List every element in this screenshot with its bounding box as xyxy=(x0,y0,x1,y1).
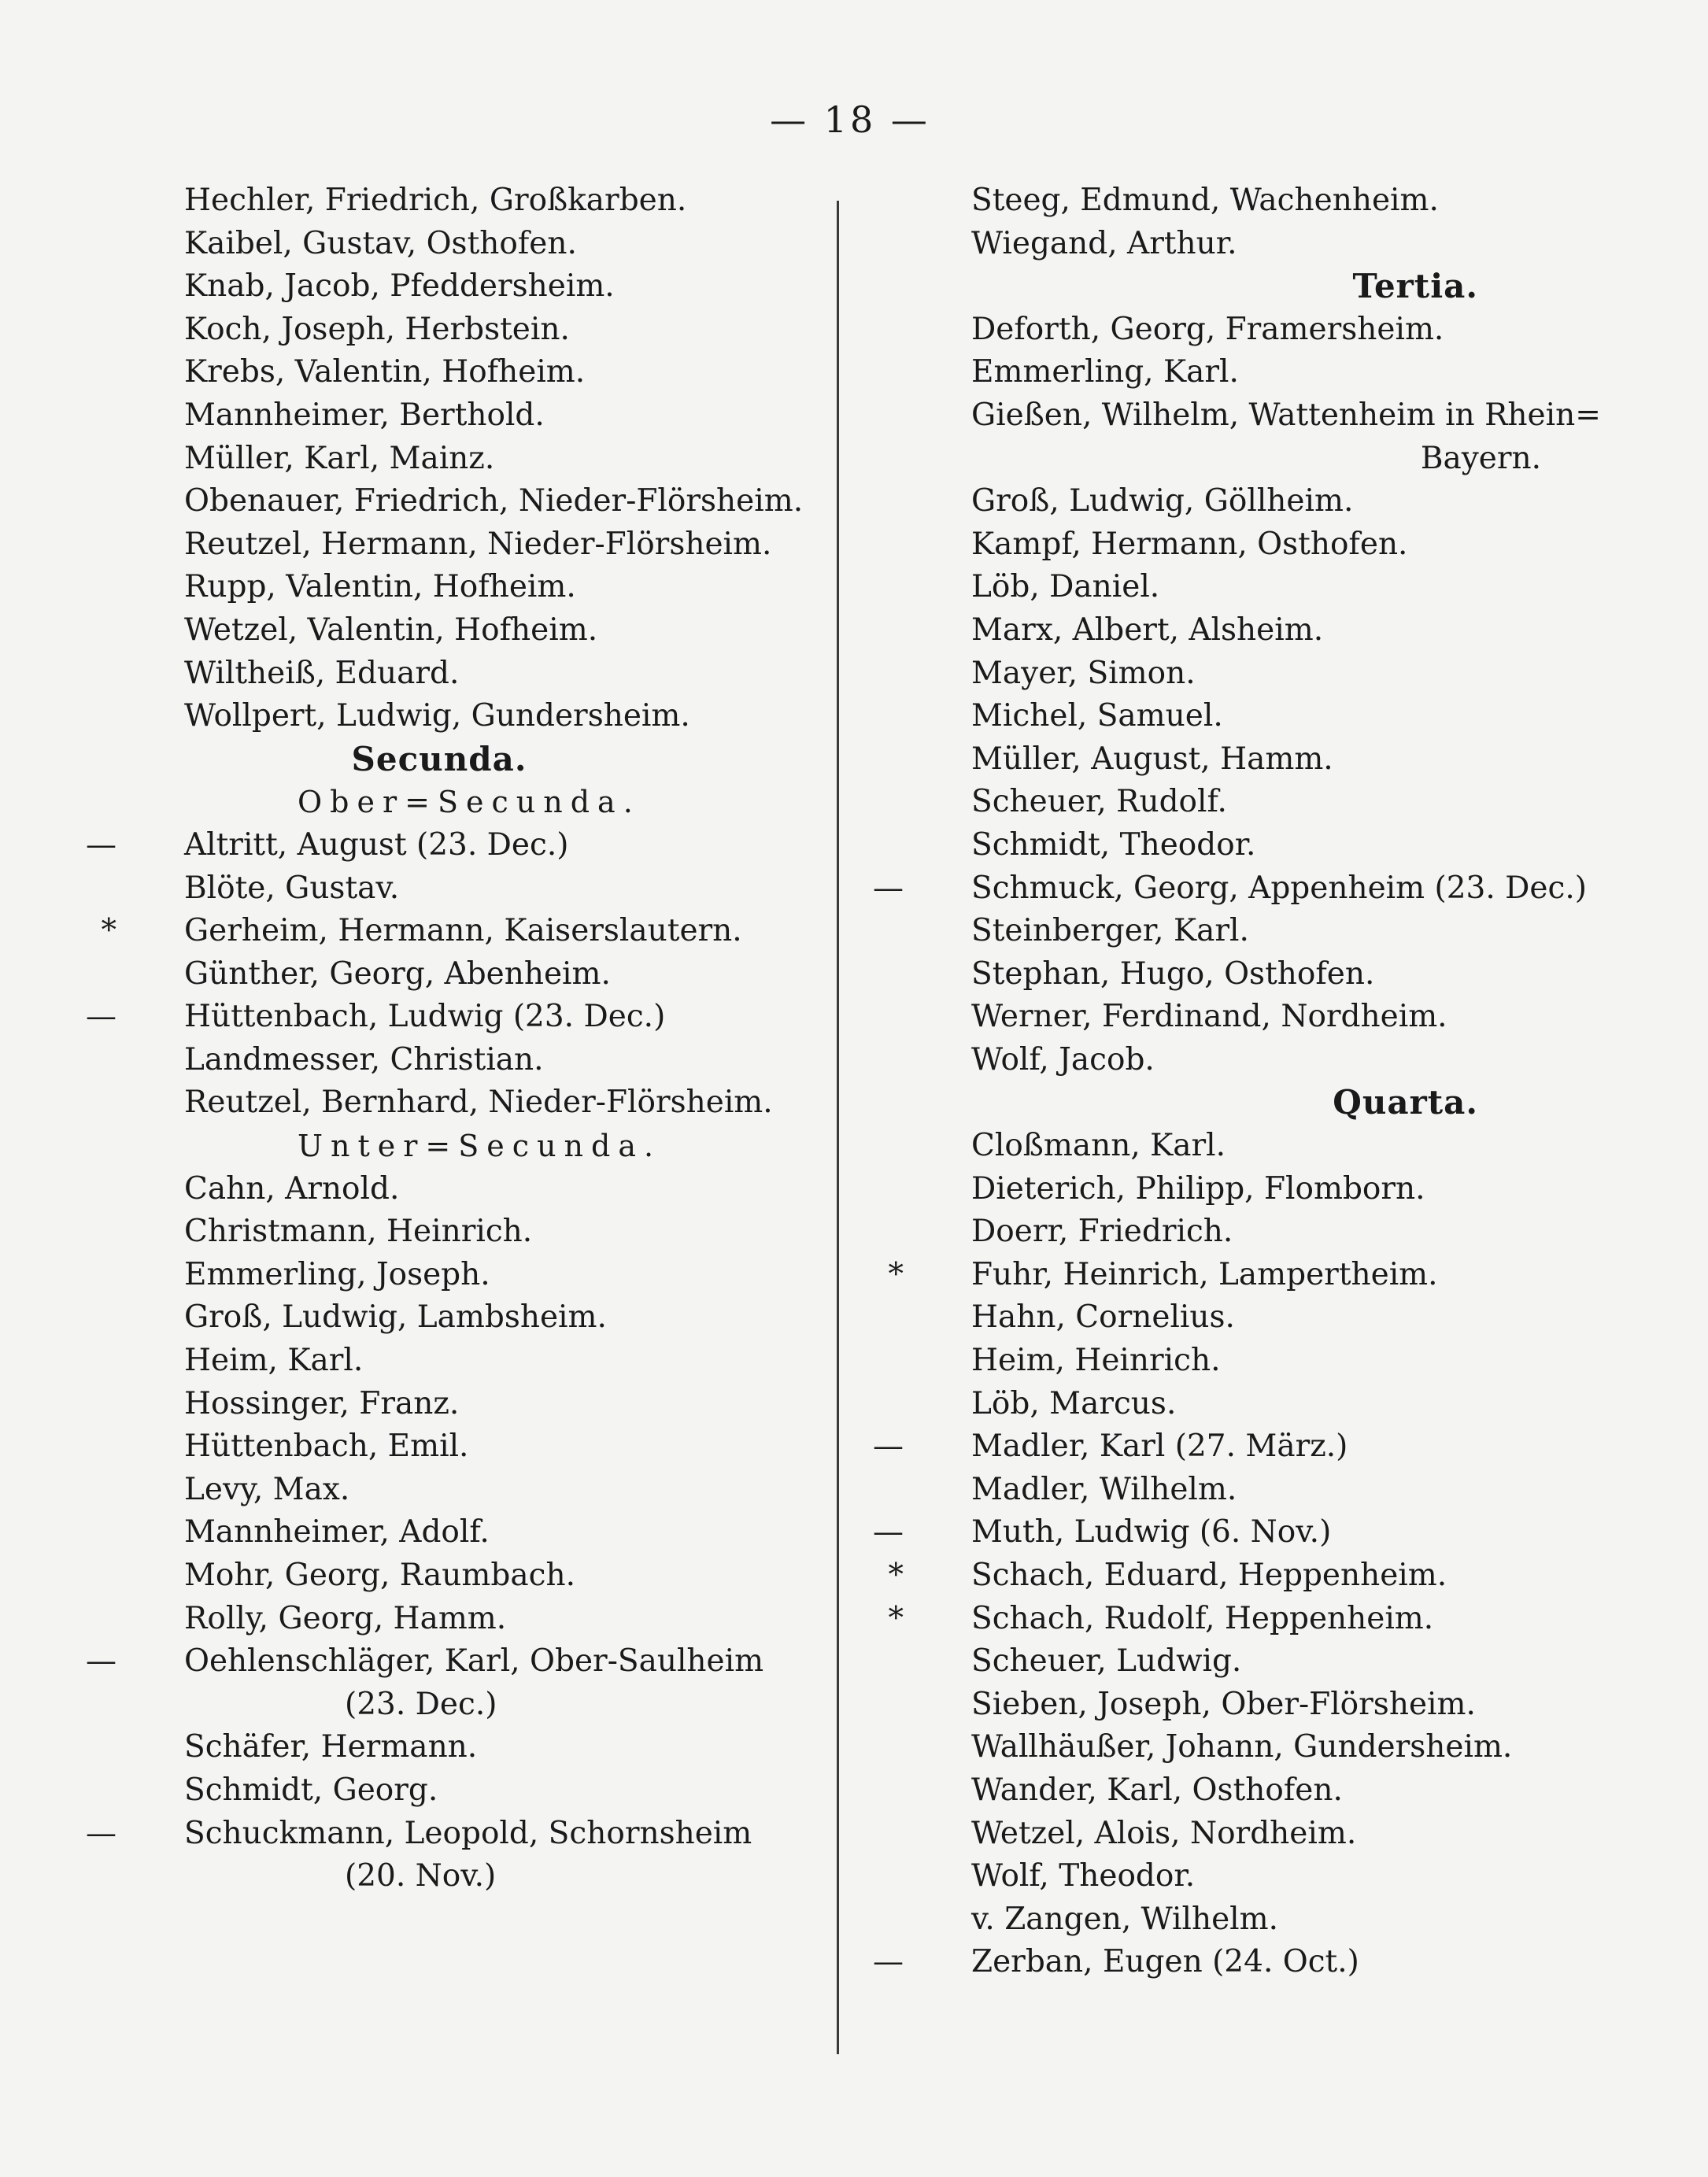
list-entry xyxy=(124,652,754,696)
list-entry xyxy=(124,1425,754,1469)
page-number: — 18 — xyxy=(770,98,930,141)
entry-text: Wolf, Jacob. xyxy=(971,1041,1155,1077)
entry-text: Sieben, Joseph, Ober-Flörsheim. xyxy=(971,1686,1476,1722)
entry-text: Hossinger, Franz. xyxy=(184,1385,460,1421)
list-entry xyxy=(888,1598,1565,1641)
entry-text: Hechler, Friedrich, Großkarben. xyxy=(184,183,687,218)
list-entry xyxy=(873,1425,1565,1469)
entry-text: Schach, Eduard, Heppenheim. xyxy=(971,1558,1447,1593)
entry-text: Madler, Wilhelm. xyxy=(971,1471,1237,1507)
list-entry xyxy=(888,1554,1565,1598)
entry-text: Wiegand, Arthur. xyxy=(971,225,1237,261)
list-entry xyxy=(124,1554,754,1598)
list-entry xyxy=(911,1168,1565,1211)
entry-text: Emmerling, Joseph. xyxy=(184,1256,490,1292)
list-entry xyxy=(124,394,754,438)
list-entry xyxy=(911,652,1565,696)
list-entry xyxy=(124,867,754,911)
list-entry xyxy=(124,1168,754,1211)
list-entry xyxy=(101,910,754,953)
entry-text: Reutzel, Hermann, Nieder-Flörsheim. xyxy=(184,526,772,562)
list-entry xyxy=(911,309,1565,352)
list-entry xyxy=(124,480,804,523)
dash-marker: — xyxy=(86,826,116,863)
list-entry xyxy=(124,695,754,738)
list-entry xyxy=(124,1469,754,1512)
list-entry xyxy=(888,1254,1565,1297)
entry-text: Löb, Marcus. xyxy=(971,1385,1177,1421)
entry-text: Löb, Daniel. xyxy=(971,569,1160,605)
entry-text: Gerheim, Hermann, Kaiserslautern. xyxy=(184,913,742,949)
entry-text: Heim, Heinrich. xyxy=(971,1343,1221,1379)
list-entry xyxy=(911,1769,1565,1813)
list-entry xyxy=(124,1511,754,1554)
entry-text: Unter=Secunda. xyxy=(298,1129,662,1164)
list-entry xyxy=(124,438,754,481)
section-heading xyxy=(911,1081,1565,1125)
entry-text: Ober=Secunda. xyxy=(298,785,641,820)
entry-text: Groß, Ludwig, Göllheim. xyxy=(971,483,1354,519)
entry-text: Günther, Georg, Abenheim. xyxy=(184,955,611,992)
entry-text: Secunda. xyxy=(351,739,527,778)
list-entry xyxy=(124,523,772,567)
entry-text: Heim, Karl. xyxy=(184,1343,364,1379)
right-column xyxy=(873,179,1601,1984)
list-entry xyxy=(911,1296,1565,1340)
list-entry xyxy=(911,523,1565,567)
list-entry xyxy=(911,1383,1565,1426)
list-entry xyxy=(124,223,754,266)
dash-marker: — xyxy=(873,1944,904,1980)
entry-text: v. Zangen, Wilhelm. xyxy=(971,1901,1279,1937)
entry-text: Doerr, Friedrich. xyxy=(971,1214,1233,1250)
entry-text: Fuhr, Heinrich, Lampertheim. xyxy=(971,1256,1438,1292)
entry-text: (23. Dec.) xyxy=(345,1686,497,1722)
list-entry xyxy=(911,1340,1565,1383)
list-entry xyxy=(124,309,754,352)
entry-text: Quarta. xyxy=(1333,1083,1478,1122)
list-entry xyxy=(911,609,1565,652)
dash-marker: — xyxy=(86,999,116,1035)
entry-text: Kaibel, Gustav, Osthofen. xyxy=(184,225,577,261)
entry-text: Mannheimer, Berthold. xyxy=(184,397,545,433)
list-entry xyxy=(124,351,754,394)
entry-text: Cloßmann, Karl. xyxy=(971,1128,1226,1164)
entry-text: Wollpert, Ludwig, Gundersheim. xyxy=(184,698,690,734)
entry-text: Levy, Max. xyxy=(184,1471,350,1507)
entry-text: Hüttenbach, Emil. xyxy=(184,1429,469,1465)
list-entry xyxy=(124,1769,754,1813)
section-heading xyxy=(124,738,754,782)
entry-continuation xyxy=(124,1855,754,1898)
entry-text: Schach, Rudolf, Heppenheim. xyxy=(971,1600,1434,1636)
list-entry xyxy=(124,1039,754,1082)
list-entry xyxy=(911,1469,1565,1512)
entry-text: Wetzel, Alois, Nordheim. xyxy=(971,1815,1357,1851)
list-entry xyxy=(124,1383,754,1426)
list-entry xyxy=(124,1210,754,1254)
entry-text: Stephan, Hugo, Osthofen. xyxy=(971,955,1375,992)
entry-text: Madler, Karl (27. März.) xyxy=(971,1429,1348,1465)
entry-text: Reutzel, Bernhard, Nieder-Flörsheim. xyxy=(184,1085,773,1121)
entry-text: Steinberger, Karl. xyxy=(971,913,1249,949)
list-entry xyxy=(124,566,754,609)
dash-marker: — xyxy=(873,870,904,906)
entry-text: Schuckmann, Leopold, Schornsheim xyxy=(184,1815,752,1851)
entry-text: Rupp, Valentin, Hofheim. xyxy=(184,569,576,605)
entry-text: Oehlenschläger, Karl, Ober-Saulheim xyxy=(184,1643,764,1680)
entry-text: Altritt, August (23. Dec.) xyxy=(184,826,569,863)
list-entry xyxy=(124,1081,773,1125)
asterisk-marker: * xyxy=(888,1256,904,1292)
asterisk-marker: * xyxy=(101,913,116,949)
entry-text: Wiltheiß, Eduard. xyxy=(184,655,460,691)
list-entry xyxy=(911,1684,1565,1727)
asterisk-marker: * xyxy=(888,1600,904,1636)
entry-text: Knab, Jacob, Pfeddersheim. xyxy=(184,268,615,305)
entry-text: Muth, Ludwig (6. Nov.) xyxy=(971,1514,1332,1551)
entry-text: Mannheimer, Adolf. xyxy=(184,1514,490,1551)
asterisk-marker: * xyxy=(888,1558,904,1593)
list-entry xyxy=(911,1813,1565,1856)
entry-text: Groß, Ludwig, Lambsheim. xyxy=(184,1299,607,1336)
list-entry xyxy=(124,953,754,996)
list-entry xyxy=(911,953,1565,996)
list-entry xyxy=(86,1813,754,1856)
entry-text: Rolly, Georg, Hamm. xyxy=(184,1600,507,1636)
list-entry xyxy=(124,1340,754,1383)
list-entry xyxy=(911,781,1565,824)
list-entry xyxy=(911,1726,1565,1769)
list-entry xyxy=(911,996,1565,1039)
list-entry xyxy=(911,223,1565,266)
entry-text: Müller, August, Hamm. xyxy=(971,741,1333,777)
entry-text: Dieterich, Philipp, Flomborn. xyxy=(971,1170,1425,1207)
entry-text: Bayern. xyxy=(1420,440,1541,476)
subsection-heading xyxy=(124,781,754,824)
entry-text: Scheuer, Ludwig. xyxy=(971,1643,1242,1680)
entry-text: Gießen, Wilhelm, Wattenheim in Rhein= xyxy=(971,397,1601,433)
entry-text: Blöte, Gustav. xyxy=(184,870,400,906)
entry-text: Werner, Ferdinand, Nordheim. xyxy=(971,999,1447,1035)
entry-continuation xyxy=(124,1684,754,1727)
entry-text: Koch, Joseph, Herbstein. xyxy=(184,311,570,347)
column-divider xyxy=(837,201,839,2054)
entry-text: Tertia. xyxy=(1352,267,1478,306)
list-entry xyxy=(873,1941,1565,1984)
subsection-heading xyxy=(124,1125,754,1168)
list-entry xyxy=(124,1296,754,1340)
list-entry xyxy=(86,996,754,1039)
list-entry xyxy=(124,179,754,223)
section-heading xyxy=(911,265,1565,309)
left-column xyxy=(86,179,804,1898)
list-entry xyxy=(873,867,1587,911)
entry-text: Emmerling, Karl. xyxy=(971,354,1239,390)
list-entry xyxy=(911,1210,1565,1254)
list-entry xyxy=(911,566,1565,609)
entry-text: Mayer, Simon. xyxy=(971,655,1196,691)
list-entry xyxy=(124,1254,754,1297)
dash-marker: — xyxy=(86,1643,116,1680)
entry-text: Scheuer, Rudolf. xyxy=(971,784,1227,820)
entry-continuation xyxy=(911,438,1565,481)
list-entry xyxy=(124,609,754,652)
entry-text: Krebs, Valentin, Hofheim. xyxy=(184,354,586,390)
entry-text: Müller, Karl, Mainz. xyxy=(184,440,495,476)
entry-text: Zerban, Eugen (24. Oct.) xyxy=(971,1944,1359,1980)
entry-text: Michel, Samuel. xyxy=(971,698,1223,734)
entry-text: (20. Nov.) xyxy=(345,1858,497,1894)
list-entry xyxy=(911,824,1565,867)
list-entry xyxy=(911,1640,1565,1684)
list-entry xyxy=(911,351,1565,394)
entry-text: Christmann, Heinrich. xyxy=(184,1214,533,1250)
entry-text: Wetzel, Valentin, Hofheim. xyxy=(184,612,598,648)
dash-marker: — xyxy=(86,1815,116,1851)
list-entry xyxy=(911,480,1565,523)
entry-text: Kampf, Hermann, Osthofen. xyxy=(971,526,1408,562)
list-entry xyxy=(911,1855,1565,1898)
entry-text: Landmesser, Christian. xyxy=(184,1041,544,1077)
dash-marker: — xyxy=(873,1429,904,1465)
entry-text: Obenauer, Friedrich, Nieder-Flörsheim. xyxy=(184,483,804,519)
entry-text: Mohr, Georg, Raumbach. xyxy=(184,1558,575,1593)
list-entry xyxy=(124,1598,754,1641)
list-entry xyxy=(911,1125,1565,1168)
list-entry xyxy=(911,1898,1565,1942)
entry-text: Steeg, Edmund, Wachenheim. xyxy=(971,183,1439,218)
list-entry xyxy=(124,265,754,309)
list-entry xyxy=(86,1640,764,1684)
list-entry xyxy=(86,824,754,867)
dash-marker: — xyxy=(873,1514,904,1551)
entry-text: Wander, Karl, Osthofen. xyxy=(971,1772,1343,1808)
list-entry xyxy=(873,1511,1565,1554)
entry-text: Wallhäußer, Johann, Gundersheim. xyxy=(971,1729,1513,1765)
entry-text: Marx, Albert, Alsheim. xyxy=(971,612,1324,648)
list-entry xyxy=(911,1039,1565,1082)
list-entry xyxy=(911,910,1565,953)
entry-text: Schäfer, Hermann. xyxy=(184,1729,478,1765)
entry-text: Deforth, Georg, Framersheim. xyxy=(971,311,1444,347)
entry-text: Wolf, Theodor. xyxy=(971,1858,1196,1894)
list-entry xyxy=(911,695,1565,738)
entry-text: Hahn, Cornelius. xyxy=(971,1299,1235,1336)
list-entry xyxy=(124,1726,754,1769)
entry-text: Schmidt, Theodor. xyxy=(971,826,1256,863)
list-entry xyxy=(911,179,1565,223)
list-entry xyxy=(911,394,1601,438)
entry-text: Cahn, Arnold. xyxy=(184,1170,400,1207)
entry-text: Hüttenbach, Ludwig (23. Dec.) xyxy=(184,999,666,1035)
entry-text: Schmuck, Georg, Appenheim (23. Dec.) xyxy=(971,870,1587,906)
entry-text: Schmidt, Georg. xyxy=(184,1772,438,1808)
list-entry xyxy=(911,738,1565,782)
